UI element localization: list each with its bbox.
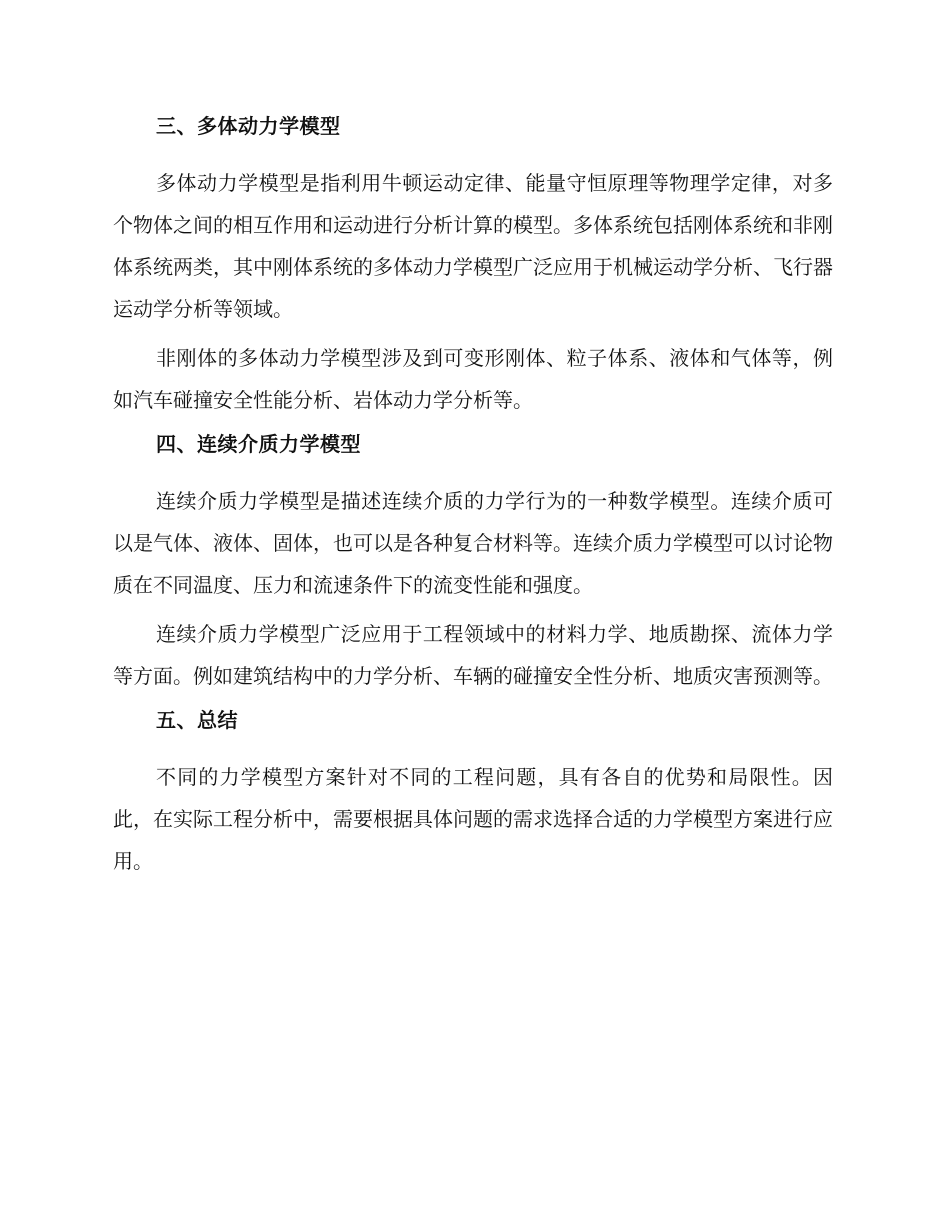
paragraph-multibody-definition: 多体动力学模型是指利用牛顿运动定律、能量守恒原理等物理学定律，对多个物体之间的相互作用和运动进行分析计算的模型。多体系统包括刚体系统和非刚体系统两类，其中刚体系统的多体动力学模型广泛应用于机械运动学分析、飞行器运动学分析等领域。 — [113, 171, 833, 321]
section-heading-summary: 五、总结 — [156, 708, 238, 732]
paragraph-continuum-definition: 连续介质力学模型是描述连续介质的力学行为的一种数学模型。连续介质可以是气体、液体、固体，也可以是各种复合材料等。连续介质力学模型可以讨论物质在不同温度、压力和流速条件下的流变性能和强度。 — [113, 489, 833, 597]
paragraph-continuum-applications: 连续介质力学模型广泛应用于工程领域中的材料力学、地质勘探、流体力学等方面。例如建筑结构中的力学分析、车辆的碰撞安全性分析、地质灾害预测等。 — [113, 622, 833, 688]
section-heading-continuum: 四、连续介质力学模型 — [156, 432, 361, 456]
paragraph-multibody-nonrigid: 非刚体的多体动力学模型涉及到可变形刚体、粒子体系、液体和气体等，例如汽车碰撞安全性能分析、岩体动力学分析等。 — [113, 346, 833, 412]
section-heading-multibody: 三、多体动力学模型 — [156, 114, 341, 138]
document-body — [113, 110, 833, 882]
paragraph-summary: 不同的力学模型方案针对不同的工程问题，具有各自的优势和局限性。因此，在实际工程分析中，需要根据具体问题的需求选择合适的力学模型方案进行应用。 — [113, 765, 833, 873]
